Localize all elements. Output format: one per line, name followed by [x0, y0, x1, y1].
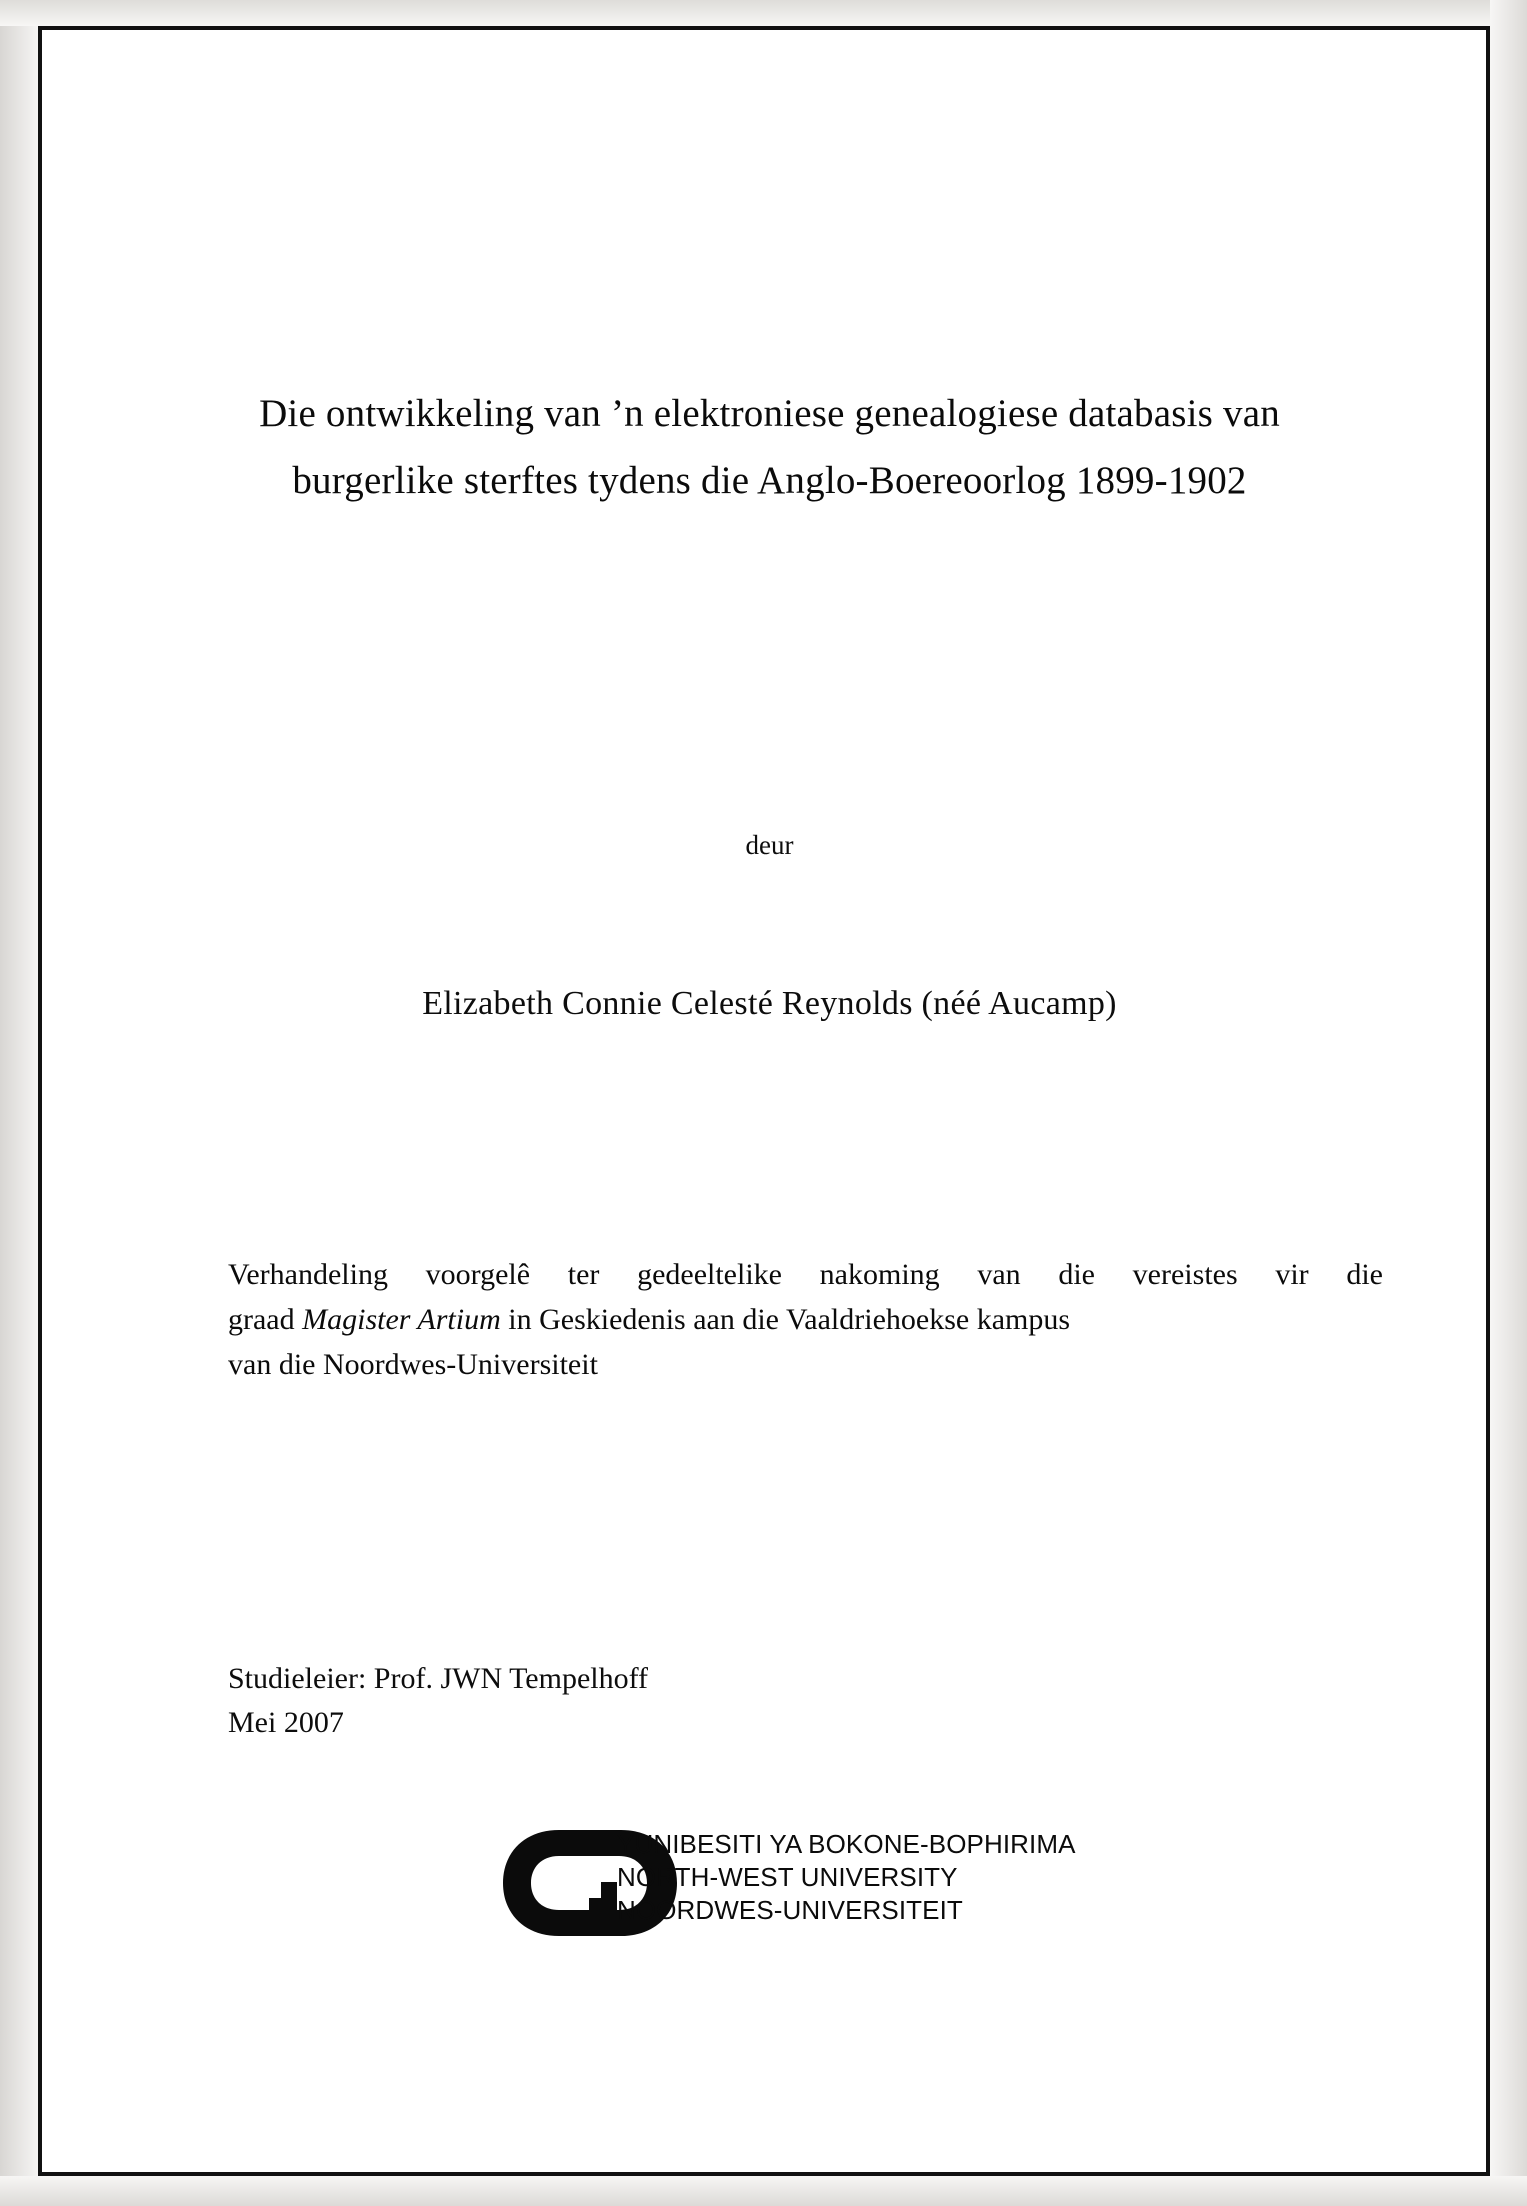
- author-name: Elizabeth Connie Celesté Reynolds (néé Aucamp): [422, 985, 1117, 1022]
- degree-line-2-suffix: in Geskiedenis aan die Vaaldriehoekse kampus: [500, 1303, 1071, 1336]
- date-line: Mei 2007: [228, 1705, 344, 1739]
- page-border-frame: [38, 26, 1490, 2176]
- supervisor-line: Studieleier: Prof. JWN Tempelhoff: [228, 1662, 649, 1695]
- supervisor-and-date: [228, 1657, 648, 1744]
- university-logo-block: [497, 1820, 1137, 1950]
- title-line-1: Die ontwikkeling van ’n elektroniese genealogiese databasis van: [259, 392, 1280, 435]
- scan-edge-bottom: [0, 2176, 1527, 2206]
- university-logo-text: [617, 1828, 1076, 1927]
- degree-line-2-prefix: graad: [228, 1303, 303, 1336]
- degree-name-italic: Magister Artium: [302, 1303, 501, 1336]
- page-title: [182, 380, 1357, 514]
- degree-statement-line-1: Verhandeling voorgelê ter gedeeltelike nakoming van die vereistes vir die: [228, 1258, 1383, 1291]
- logo-text-line-1: YUNIBESITI YA BOKONE-BOPHIRIMA: [617, 1829, 1076, 1859]
- byline-label: deur: [745, 830, 794, 860]
- scan-edge-left: [0, 0, 40, 2206]
- title-line-2: burgerlike sterftes tydens die Anglo-Boereoorlog 1899-1902: [292, 459, 1247, 503]
- scan-edge-top: [0, 0, 1527, 26]
- degree-statement-line-3: van die Noordwes-Universiteit: [228, 1348, 598, 1381]
- logo-text-line-3: NOORDWES-UNIVERSITEIT: [617, 1895, 963, 1926]
- degree-statement-line-2: [228, 1297, 1383, 1342]
- logo-text-line-2: NORTH-WEST UNIVERSITY: [617, 1862, 958, 1893]
- degree-statement: [228, 1252, 1383, 1387]
- title-page: [42, 30, 1486, 2172]
- scan-edge-right: [1490, 0, 1527, 2206]
